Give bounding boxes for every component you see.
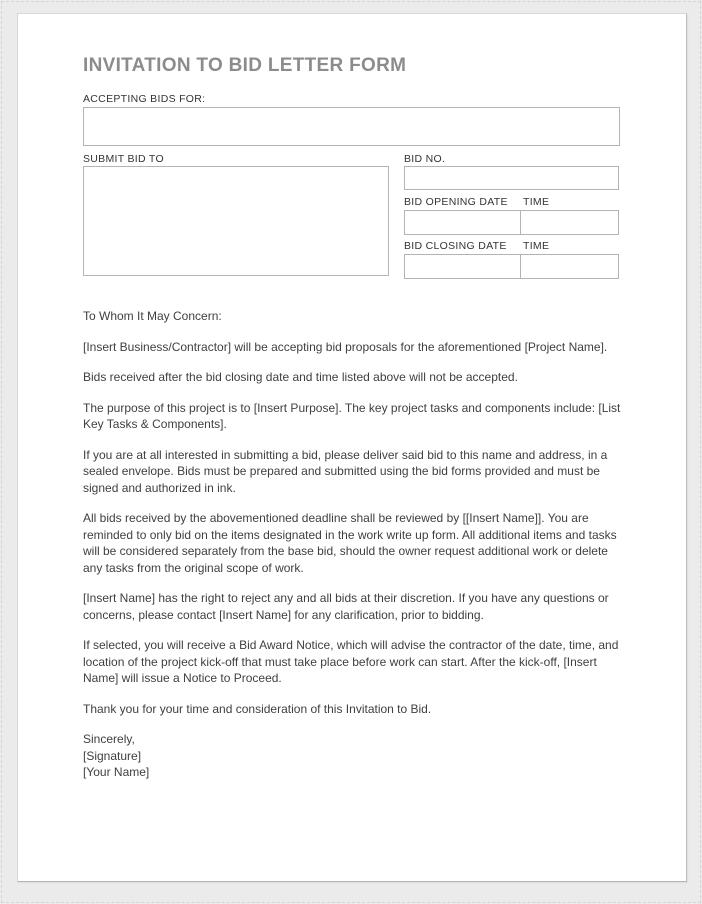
- document-page: [17, 13, 687, 882]
- bid-opening-time-label: TIME: [523, 196, 550, 208]
- bid-opening-date-label: BID OPENING DATE: [404, 196, 508, 208]
- submit-bid-to-label: SUBMIT BID TO: [83, 153, 164, 165]
- letter-salutation: To Whom It May Concern:: [83, 309, 222, 323]
- letter-paragraph: Thank you for your time and consideration of this Invitation to Bid.: [83, 701, 432, 716]
- letter-body: [83, 308, 623, 781]
- bid-opening-date-field[interactable]: [404, 210, 521, 235]
- bid-closing-date-field[interactable]: [404, 254, 521, 279]
- closing-line-signature: [Signature]: [83, 748, 142, 763]
- letter-paragraph: All bids received by the abovementioned deadline shall be reviewed by [[Insert Name]]. You are reminded to only bid on the items designated in the work write up form. All additional items and tasks will be considered separately from the base bid, should the owner request additional work or delete any tasks from the original scope of work.: [83, 511, 617, 575]
- bid-opening-time-field[interactable]: [520, 210, 619, 235]
- bid-closing-time-label: TIME: [523, 240, 550, 252]
- bid-closing-date-label: BID CLOSING DATE: [404, 240, 507, 252]
- accepting-bids-for-field[interactable]: [83, 107, 620, 146]
- letter-paragraph: [Insert Business/Contractor] will be accepting bid proposals for the aforementioned [Project Name].: [83, 339, 608, 354]
- letter-paragraph: If you are at all interested in submitting a bid, please deliver said bid to this name and address, in a sealed envelope. Bids must be prepared and submitted using the bid forms provided and must be signed and authorized in ink.: [83, 447, 608, 495]
- accepting-bids-for-label: ACCEPTING BIDS FOR:: [83, 93, 206, 105]
- letter-paragraph: Bids received after the bid closing date and time listed above will not be accepted.: [83, 370, 518, 384]
- bid-closing-time-field[interactable]: [520, 254, 619, 279]
- closing-line-sincerely: Sincerely,: [83, 732, 135, 746]
- letter-paragraph: The purpose of this project is to [Insert Purpose]. The key project tasks and components include: [List Key Tasks & Components].: [83, 400, 621, 431]
- bid-no-field[interactable]: [404, 166, 619, 190]
- document-title: INVITATION TO BID LETTER FORM: [83, 55, 407, 76]
- submit-bid-to-field[interactable]: [83, 166, 389, 276]
- letter-paragraph: If selected, you will receive a Bid Award Notice, which will advise the contractor of the date, time, and location of the project kick-off that must take place before work can start. After the kick-off, [Insert Name] will issue a Notice to Proceed.: [83, 638, 619, 685]
- closing-line-your-name: [Your Name]: [83, 765, 150, 779]
- bid-no-label: BID NO.: [404, 153, 446, 165]
- letter-paragraph: [Insert Name] has the right to reject any and all bids at their discretion. If you have any questions or concerns, please contact [Insert Name] for any clarification, prior to bidding.: [83, 591, 609, 622]
